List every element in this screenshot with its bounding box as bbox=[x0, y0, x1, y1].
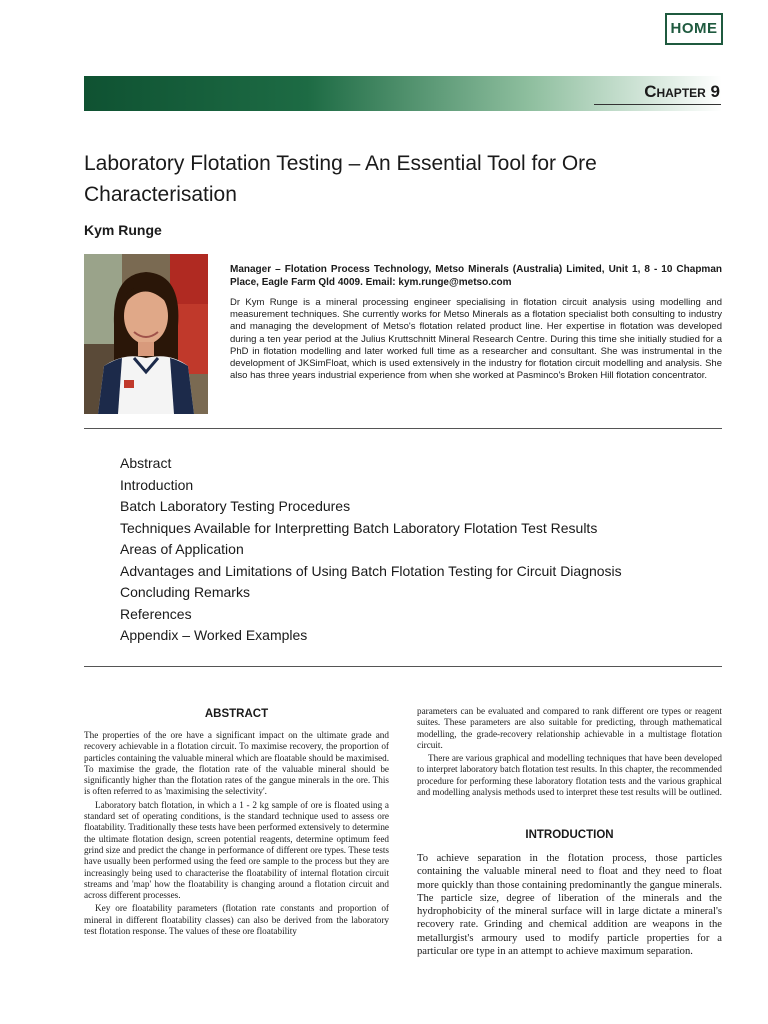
divider-bottom bbox=[84, 666, 722, 667]
toc-item[interactable]: Batch Laboratory Testing Procedures bbox=[120, 498, 351, 514]
abstract-paragraph: Key ore floatability parameters (flotation rate constants and proportion of mineral in different floatability classes) can also be derived from the laboratory test flotation response. The values of these ore floatability bbox=[84, 903, 389, 937]
home-button[interactable]: HOME bbox=[665, 13, 723, 45]
author-bio: Dr Kym Runge is a mineral processing engineer specialising in flotation circuit analysis using modelling and measurement techniques. She currently works for Metso Minerals as a flotation specialist both consulting to industry and managing the development of Metso's flotation related product line. Her expertise in flotation was developed during a ten year period at the Julius Kruttschnitt Mineral Research Centre. During this time she initially studied for a PhD in flotation modelling and later worked full time as a researcher and consultant. She was instrumental in the development of JKSimFloat, which is used extensively in the industry for flotation circuit modelling and analysis. She also has three years industrial experience from when she worked at Pasminco's Broken Hill flotation concentrator. bbox=[230, 297, 722, 382]
paper-title: Laboratory Flotation Testing – An Essential Tool for Ore Characterisation bbox=[84, 152, 597, 206]
abstract-left-column bbox=[84, 730, 389, 937]
toc-item[interactable]: Concluding Remarks bbox=[120, 584, 250, 600]
introduction-column bbox=[417, 852, 722, 958]
abstract-heading: ABSTRACT bbox=[204, 708, 269, 720]
table-of-contents bbox=[120, 453, 622, 647]
introduction-heading: INTRODUCTION bbox=[525, 829, 614, 841]
toc-item[interactable]: Introduction bbox=[120, 476, 194, 493]
abstract-paragraph: parameters can be evaluated and compared to rank different ore types or reagent suites. These parameters are also suitable for predicting, through mathematical modelling, the grade-recovery relationship achievable in a multistage flotation circuit. bbox=[417, 706, 722, 750]
abstract-paragraph: There are various graphical and modelling techniques that have been developed to interpret laboratory batch flotation test results. In this chapter, the recommended procedure for performing these laboratory flotation tests and the various graphical and modelling analysis methods used to interpret these test results will be outlined. bbox=[417, 753, 722, 798]
chapter-banner bbox=[84, 76, 722, 111]
chapter-label bbox=[644, 82, 720, 102]
chapter-rule bbox=[594, 104, 721, 105]
introduction-paragraph: To achieve separation in the flotation process, those particles containing the valuable mineral need to float and they need to float more quickly than those containing predominantly the gangue minerals. The particle size, degree of liberation of the minerals and the hydrophobicity of the mineral surface will in large dictate a mineral's recovery rate. Grinding and chemical addition are weapons in the metallurgist's armoury used to modify particle properties for a particular ore type in an attempt to achieve maximum separation. bbox=[417, 853, 722, 958]
chapter-text: Chapter 9 bbox=[644, 82, 720, 101]
toc-item[interactable]: References bbox=[120, 605, 192, 622]
toc-item[interactable]: Appendix – Worked Examples bbox=[120, 627, 308, 643]
abstract-paragraph: The properties of the ore have a significant impact on the ultimate grade and recovery achievable in a flotation circuit. To maximise recovery, the proportion of particles containing the valuable mineral which are floatable should be maximised. To maximise the grade, the flotation rate of the valuable mineral should be significantly higher than the flotation rates of the gangue minerals in the ore. This is often referred to as 'maximising the selectivity'. bbox=[84, 730, 389, 797]
author-name: Kym Runge bbox=[84, 222, 162, 238]
author-photo bbox=[84, 254, 208, 414]
toc-item[interactable]: Areas of Application bbox=[120, 541, 244, 557]
abstract-right-column bbox=[417, 706, 722, 798]
divider-top bbox=[84, 428, 722, 429]
toc-item[interactable]: Abstract bbox=[120, 455, 172, 471]
abstract-paragraph: Laboratory batch flotation, in which a 1 - 2 kg sample of ore is floated using a standard set of operating conditions, is the standard technique used to assess ore floatability. Traditionally these tests have been performed extensively to determine the ultimate flotation design, screen potential reagents, determine optimum feed grind size and predict the change in performance of different ore types. These tests have usually been performed using the feed ore sample to the process but they are increasingly being used to characterise the floatability of internal flotation circuit streams and 'map' how the floatability is changing around a flotation circuit and across different processes. bbox=[84, 799, 389, 901]
toc-item[interactable]: Advantages and Limitations of Using Batch Flotation Testing for Circuit Diagnosis bbox=[120, 562, 622, 579]
author-affiliation: Manager – Flotation Process Technology, Metso Minerals (Australia) Limited, Unit 1, 8 - 10 Chapman Place, Eagle Farm Qld 4009. Email: kym.runge@metso.com bbox=[230, 264, 722, 288]
toc-item[interactable]: Techniques Available for Interpretting Batch Laboratory Flotation Test Results bbox=[120, 519, 598, 536]
